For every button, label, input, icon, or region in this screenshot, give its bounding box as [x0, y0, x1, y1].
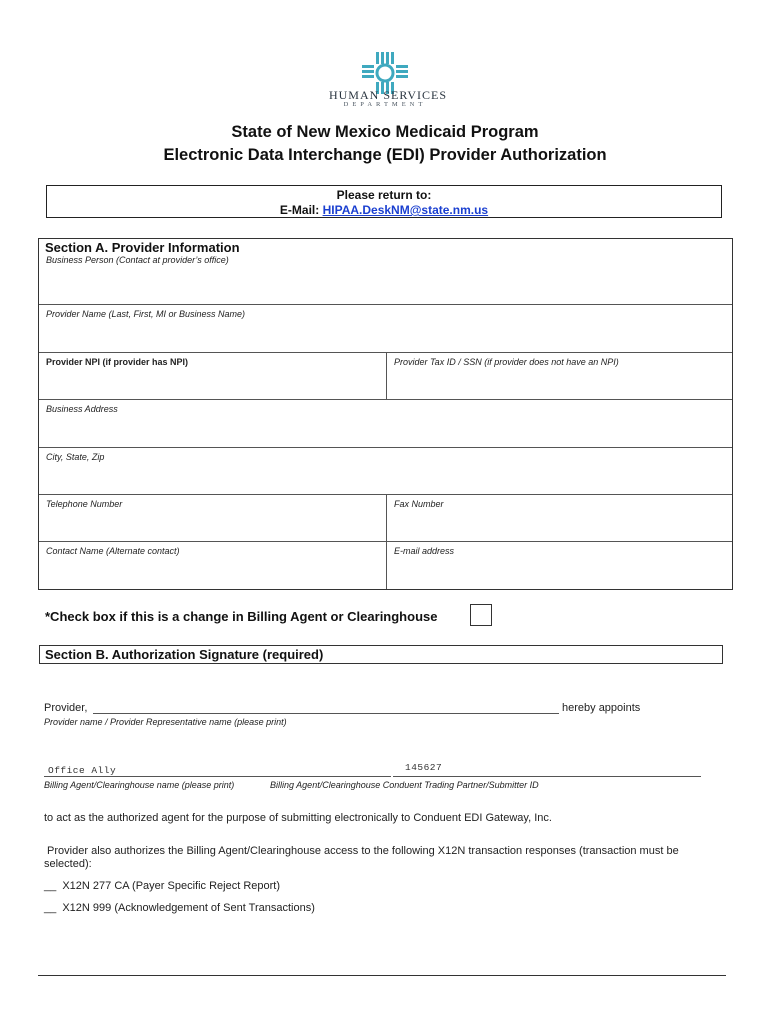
agent-name-underline	[44, 776, 391, 777]
contact-row	[39, 541, 732, 589]
section-a-table	[38, 238, 733, 590]
access-text-line1: Provider also authorizes the Billing Agent/Clearinghouse access to the following X12N transaction responses (transaction must be	[44, 845, 679, 857]
provider-tax-field[interactable]	[386, 353, 732, 399]
business-address-row	[39, 399, 732, 447]
page-title: State of New Mexico Medicaid Program	[231, 123, 539, 141]
logo-wordmark: HUMAN SERVICES	[328, 88, 448, 102]
footer-divider	[38, 975, 726, 976]
telephone-field[interactable]	[39, 495, 386, 541]
agent-id-value[interactable]: 145627	[405, 762, 443, 773]
provider-name-input[interactable]	[93, 713, 559, 714]
hereby-appoints-text: hereby appoints	[562, 702, 641, 714]
access-text-line2: selected):	[44, 858, 92, 870]
agent-purpose-text: to act as the authorized agent for the purpose of submitting electronically to Conduent EDI Gateway, Inc.	[44, 812, 552, 824]
fax-field[interactable]	[386, 495, 732, 541]
provider-npi-label: Provider NPI (if provider has NPI)	[46, 357, 189, 367]
fax-label: Fax Number	[394, 499, 444, 509]
change-agent-checkbox[interactable]	[470, 604, 492, 626]
provider-npi-field[interactable]	[39, 353, 386, 399]
email-address-label: E-mail address	[394, 546, 455, 556]
page-subtitle: Electronic Data Interchange (EDI) Provider Authorization	[163, 146, 607, 164]
agent-caption: Billing Agent/Clearinghouse name (please print)	[44, 780, 235, 790]
city-state-zip-field[interactable]: City, State, Zip	[46, 452, 105, 462]
business-person-row	[39, 239, 732, 304]
return-email-line: E-Mail: HIPAA.DeskNM@state.nm.us	[279, 203, 489, 217]
email-link[interactable]: HIPAA.DeskNM@state.nm.us	[322, 203, 489, 217]
agent-id-underline	[393, 776, 701, 777]
option-277ca[interactable]: __ X12N 277 CA (Payer Specific Reject Report)	[44, 880, 281, 892]
section-a-title: Section A. Provider Information	[45, 240, 240, 255]
option-999[interactable]: __ X12N 999 (Acknowledgement of Sent Transactions)	[44, 902, 315, 914]
return-label: Please return to:	[336, 188, 432, 202]
provider-prefix: Provider,	[44, 702, 88, 714]
contact-name-field[interactable]	[39, 542, 386, 589]
agent-name-value[interactable]: Office Ally	[48, 765, 117, 776]
provider-tax-label: Provider Tax ID / SSN (if provider does not have an NPI)	[394, 357, 619, 367]
business-person-field[interactable]: Business Person (Contact at provider’s office)	[46, 255, 229, 265]
contact-name-label: Contact Name (Alternate contact)	[46, 546, 180, 556]
change-agent-label: *Check box if this is a change in Billing Agent or Clearinghouse	[45, 609, 438, 624]
provider-name-field[interactable]: Provider Name (Last, First, MI or Business Name)	[46, 309, 246, 319]
telephone-label: Telephone Number	[46, 499, 123, 509]
business-address-field[interactable]: Business Address	[46, 404, 118, 414]
section-b-title: Section B. Authorization Signature (required)	[39, 645, 723, 664]
phone-row	[39, 494, 732, 541]
email-address-field[interactable]	[386, 542, 732, 589]
city-state-zip-row	[39, 447, 732, 494]
provider-caption: Provider name / Provider Representative name (please print)	[44, 717, 287, 727]
npi-row	[39, 352, 732, 399]
provider-name-row	[39, 304, 732, 352]
agent-id-caption: Billing Agent/Clearinghouse Conduent Trading Partner/Submitter ID	[270, 780, 539, 790]
logo-subtitle: DEPARTMENT	[343, 101, 427, 108]
return-box	[46, 185, 722, 218]
